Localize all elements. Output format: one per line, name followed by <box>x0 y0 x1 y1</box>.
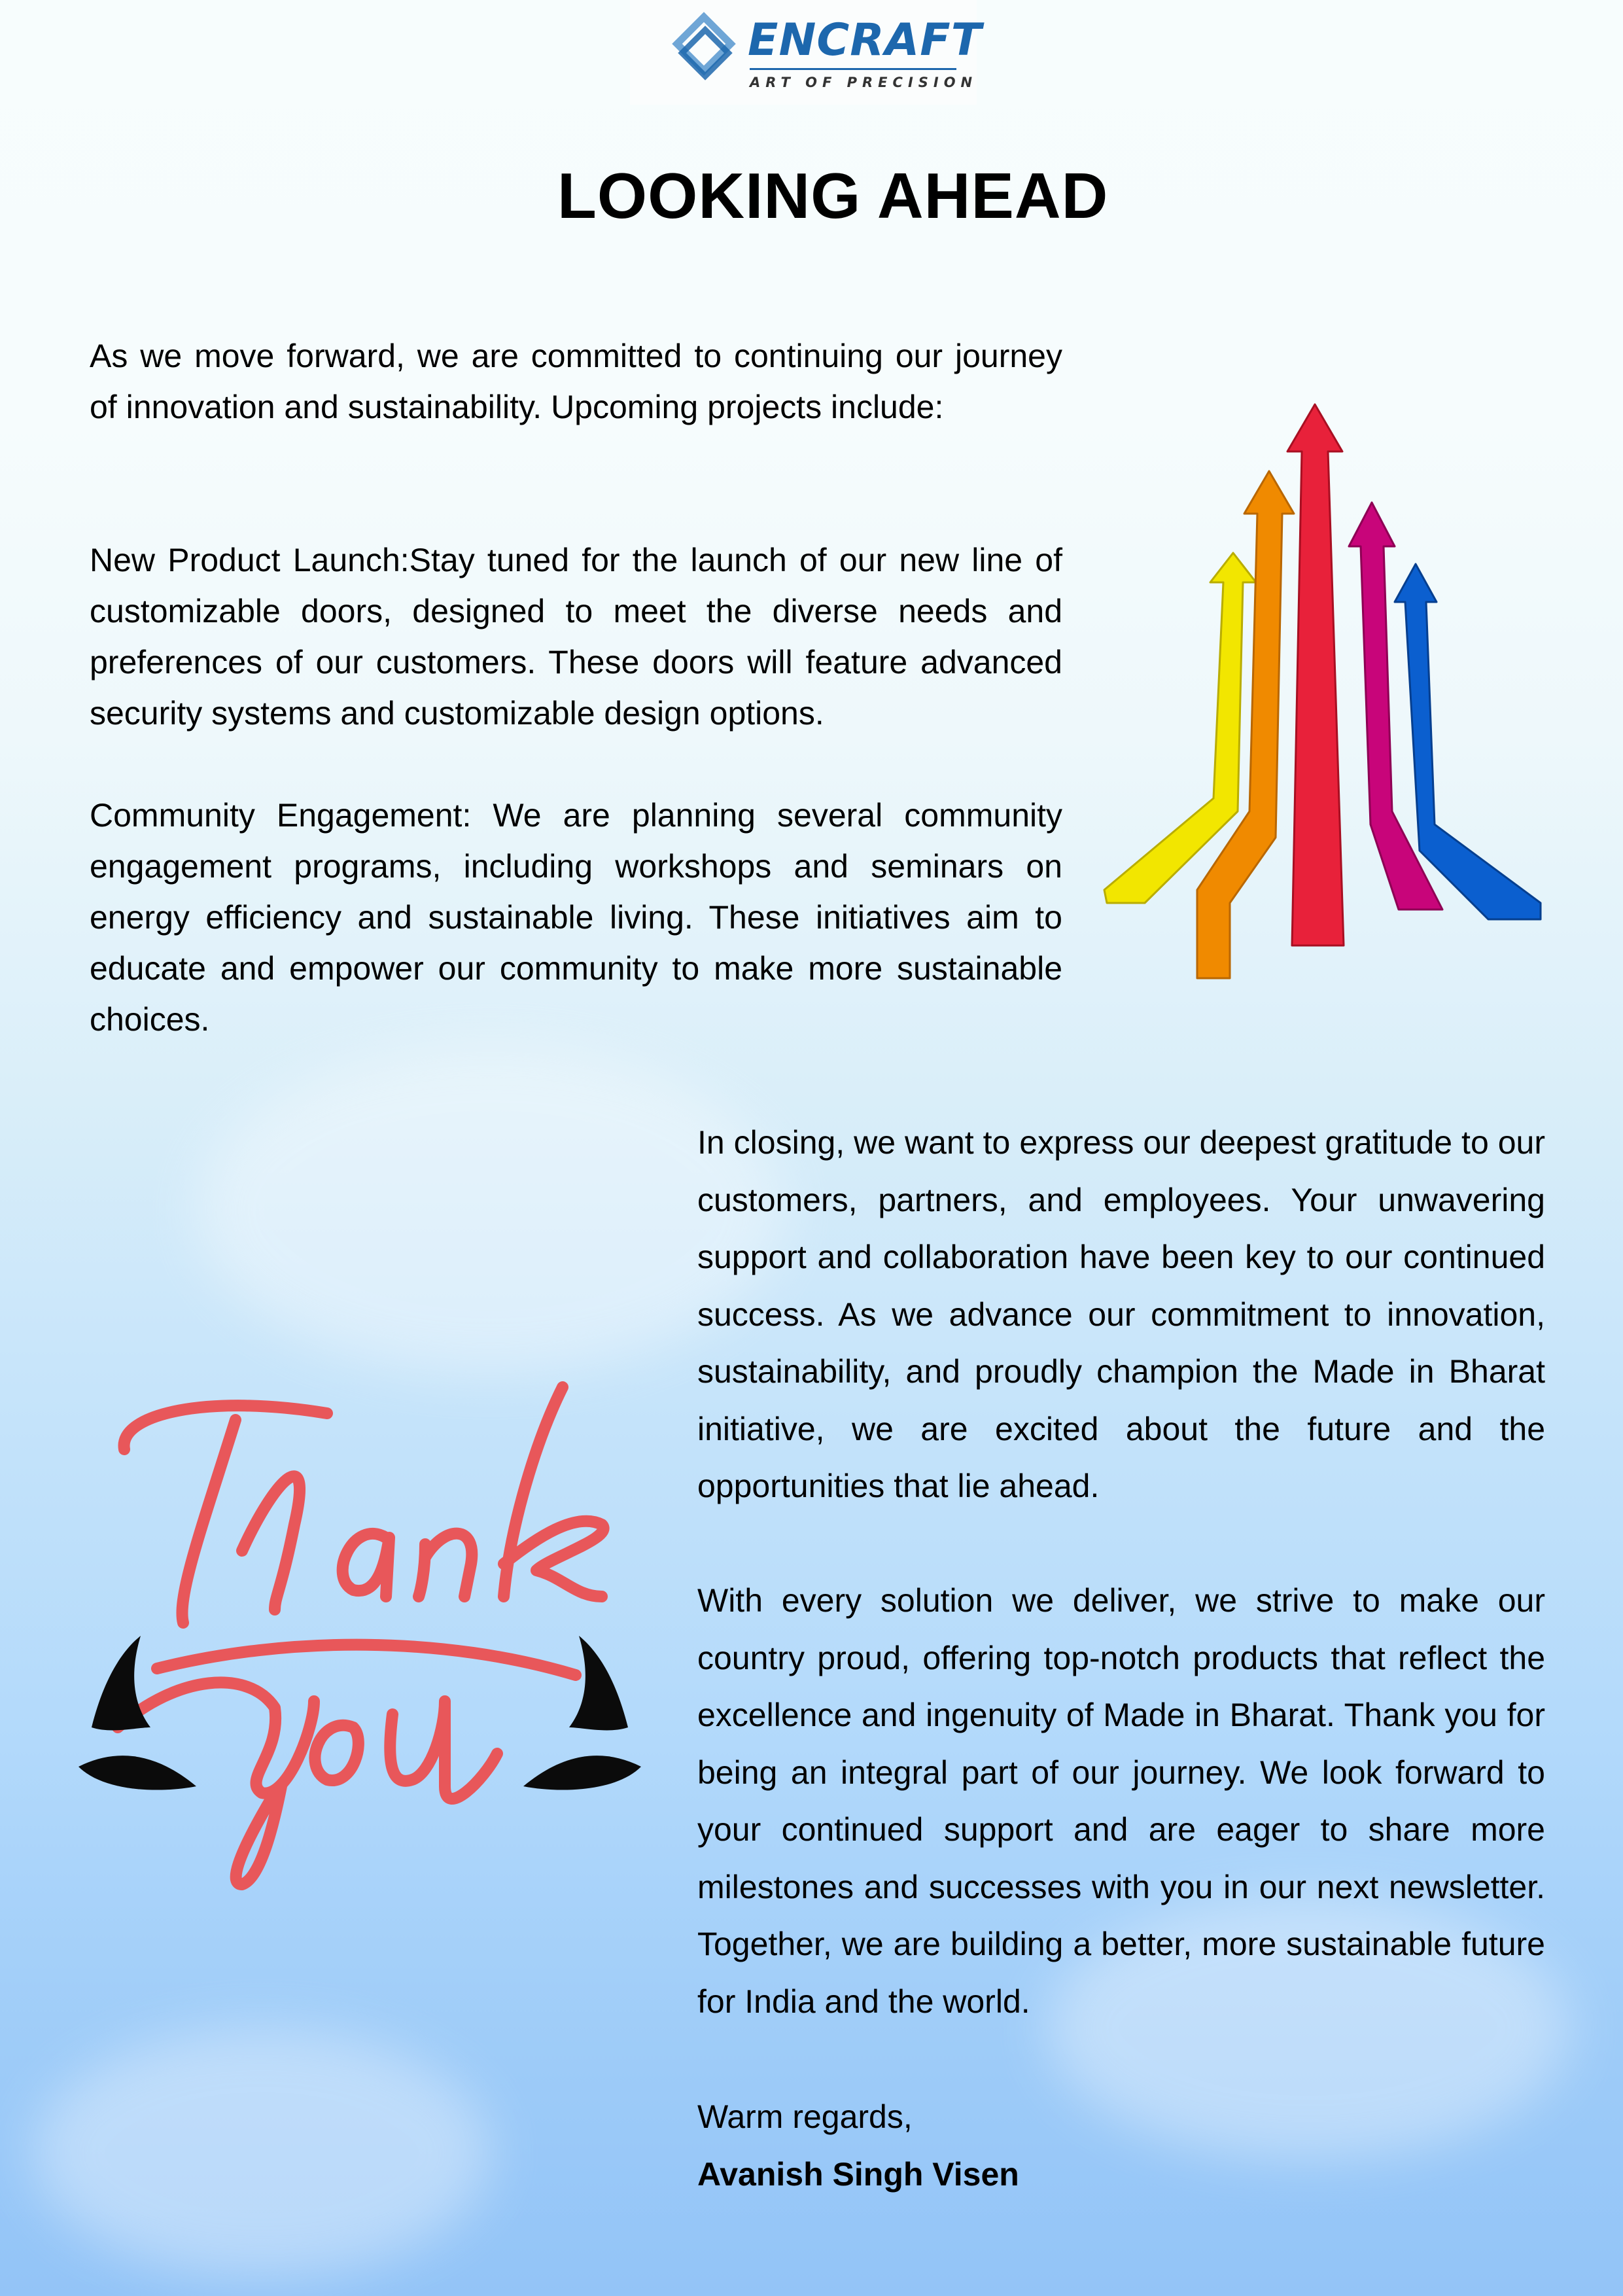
thank-you-lettering-icon <box>79 1361 641 1917</box>
intro-paragraph: As we move forward, we are committed to continuing our journey of innovation and sustainability. Upcoming projects include: <box>90 338 1062 425</box>
encraft-logo-icon <box>664 12 742 90</box>
logo-underline <box>750 68 956 70</box>
rising-arrows-icon <box>1092 393 1550 995</box>
closing-paragraph-2: With every solution we deliver, we strive to make our country proud, offering top-notch products that reflect the excellence and ingenuity of Made in Bharat. Thank you for being an integral part of our journey. We look forward to your continued support and are eager to share more milestones and successes with you in our next newsletter. Together, we are building a better, more sustainable future for India and the world. <box>697 1582 1545 2020</box>
signature-name: Avanish Singh Visen <box>697 2156 1019 2193</box>
logo-wordmark: ENCRAFT <box>748 14 983 66</box>
background-wisp <box>196 1047 785 1374</box>
signoff: Warm regards, <box>697 2098 913 2135</box>
closing-paragraph: In closing, we want to express our deepest gratitude to our customers, partners, and employees. Your unwavering support and collaboration have been key to our continued success. As we advance our commitment to innovation, sustainability, and proudly champion the Made in Bharat initiative, we are excited about the future and the opportunities that lie ahead. <box>697 1124 1545 1504</box>
project-paragraph-community: Community Engagement: We are planning several community engagement programs, including workshops and seminars on energy efficiency and sustainable living. These initiatives aim to educate and empower our community to make more sustainable choices. <box>90 797 1062 1038</box>
project-paragraph-product-launch: New Product Launch:Stay tuned for the launch of our new line of customizable doors, designed to meet the diverse needs and preferences of our customers. These doors will feature advanced security systems and customizable design options. <box>90 542 1062 732</box>
logo-tagline: ART OF PRECISION <box>750 75 978 90</box>
page-title: LOOKING AHEAD <box>557 160 1109 232</box>
background-wisp <box>33 2028 491 2277</box>
